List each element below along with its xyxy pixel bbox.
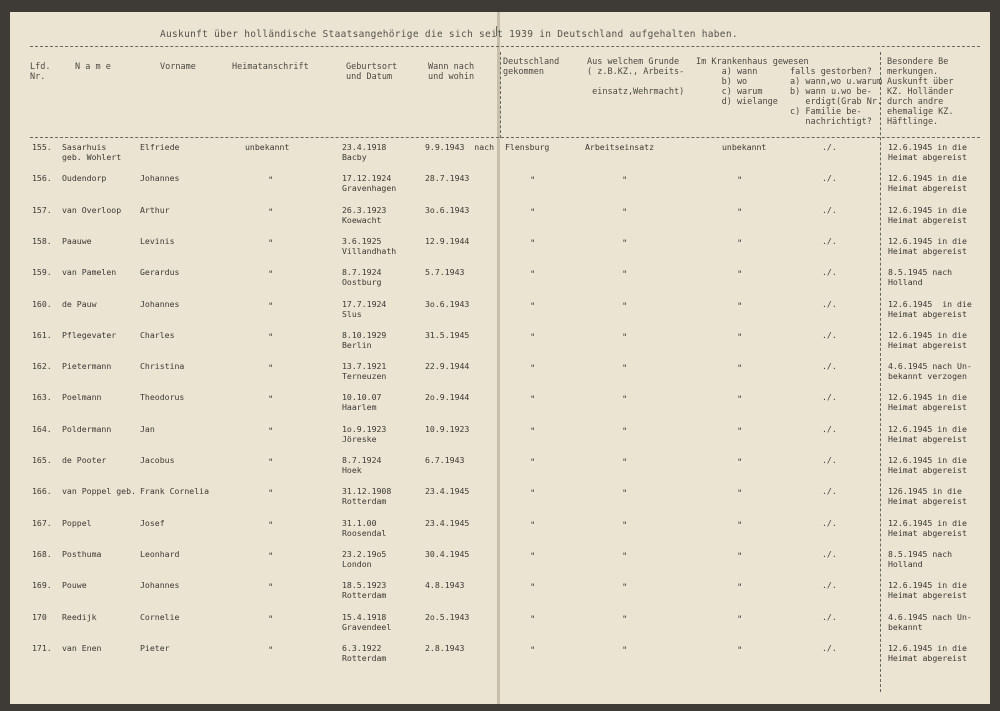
- cell-gestorben: ./.: [822, 424, 837, 434]
- cell-geburtsort: 26.3.1923 Koewacht: [342, 205, 387, 225]
- cell-heimatanschrift: ": [268, 176, 274, 186]
- cell-name: Paauwe: [62, 236, 92, 246]
- cell-grund: ": [622, 270, 628, 280]
- cell-grund: ": [622, 208, 628, 218]
- cell-nr: 164.: [32, 424, 52, 434]
- cell-vorname: Josef: [140, 518, 165, 528]
- cell-heimatanschrift: ": [268, 239, 274, 249]
- header-geburtsort: Geburtsort und Datum: [346, 62, 398, 82]
- cell-name: van Pamelen: [62, 267, 117, 277]
- header-deutschland: Deutschland gekommen: [503, 57, 560, 77]
- cell-gestorben: ./.: [822, 361, 837, 371]
- cell-wann: 12.9.1944: [425, 236, 470, 246]
- cell-krankenhaus: ": [737, 208, 743, 218]
- cell-name: van Overloop: [62, 205, 122, 215]
- cell-gestorben: ./.: [822, 267, 837, 277]
- cell-nr: 168.: [32, 549, 52, 559]
- cell-nr: 159.: [32, 267, 52, 277]
- cell-wann: 2o.5.1943: [425, 612, 470, 622]
- cell-bemerkungen: 12.6.1945 in die Heimat abgereist: [888, 173, 967, 193]
- cell-geburtsort: 8.7.1924 Oostburg: [342, 267, 382, 287]
- cell-nr: 160.: [32, 299, 52, 309]
- cell-wann: 28.7.1943: [425, 173, 470, 183]
- cell-grund: ": [622, 521, 628, 531]
- cell-vorname: Pieter: [140, 643, 170, 653]
- cell-wann: 23.4.1945: [425, 486, 470, 496]
- cell-deutschland: ": [530, 176, 536, 186]
- cell-deutschland: ": [530, 395, 536, 405]
- cell-bemerkungen: 12.6.1945 in die Heimat abgereist: [888, 580, 967, 600]
- cell-grund: ": [622, 176, 628, 186]
- cell-name: Pietermann: [62, 361, 112, 371]
- cell-deutschland: ": [530, 615, 536, 625]
- header-wann: Wann nach und wohin: [428, 62, 475, 82]
- cell-gestorben: ./.: [822, 142, 837, 152]
- cell-geburtsort: 8.10.1929 Berlin: [342, 330, 387, 350]
- cell-heimatanschrift: ": [268, 302, 274, 312]
- cell-krankenhaus: ": [737, 615, 743, 625]
- cell-geburtsort: 23.4.1918 Bacby: [342, 142, 387, 162]
- cell-heimatanschrift: ": [268, 270, 274, 280]
- cell-heimatanschrift: ": [268, 427, 274, 437]
- column-divider-bemerkungen: [880, 52, 881, 692]
- cell-gestorben: ./.: [822, 580, 837, 590]
- cell-name: Poppel: [62, 518, 92, 528]
- cell-deutschland: ": [530, 333, 536, 343]
- cell-name: Reedijk: [62, 612, 97, 622]
- cell-wann: 5.7.1943: [425, 267, 465, 277]
- cell-heimatanschrift: ": [268, 364, 274, 374]
- cell-name: Pouwe: [62, 580, 87, 590]
- cell-nr: 161.: [32, 330, 52, 340]
- cell-grund: ": [622, 395, 628, 405]
- cell-grund: ": [622, 427, 628, 437]
- cell-gestorben: ./.: [822, 455, 837, 465]
- cell-deutschland: ": [530, 427, 536, 437]
- cell-bemerkungen: 4.6.1945 nach Un- bekannt verzogen: [888, 361, 972, 381]
- cell-gestorben: ./.: [822, 330, 837, 340]
- cell-krankenhaus: ": [737, 302, 743, 312]
- cell-geburtsort: 10.10.07 Haarlem: [342, 392, 382, 412]
- cell-krankenhaus: ": [737, 270, 743, 280]
- cell-heimatanschrift: ": [268, 646, 274, 656]
- cell-nr: 158.: [32, 236, 52, 246]
- cell-krankenhaus: ": [737, 427, 743, 437]
- cell-nr: 156.: [32, 173, 52, 183]
- header-underline: [30, 137, 980, 138]
- cell-wann: 30.4.1945: [425, 549, 470, 559]
- cell-wann: 22.9.1944: [425, 361, 470, 371]
- cell-name: de Pooter: [62, 455, 107, 465]
- cell-vorname: Cornelie: [140, 612, 180, 622]
- cell-bemerkungen: 4.6.1945 nach Un- bekannt: [888, 612, 972, 632]
- cell-name: de Pauw: [62, 299, 97, 309]
- cell-nr: 155.: [32, 142, 52, 152]
- cell-nr: 166.: [32, 486, 52, 496]
- cell-grund: ": [622, 583, 628, 593]
- cell-bemerkungen: 12.6.1945 in die Heimat abgereist: [888, 424, 967, 444]
- cell-heimatanschrift: ": [268, 458, 274, 468]
- cell-bemerkungen: 8.5.1945 nach Holland: [888, 267, 953, 287]
- cell-wann: 2.8.1943: [425, 643, 465, 653]
- cell-heimatanschrift: ": [268, 489, 274, 499]
- cell-grund: ": [622, 364, 628, 374]
- cell-vorname: Christina: [140, 361, 185, 371]
- cell-wann: 4.8.1943: [425, 580, 465, 590]
- cell-geburtsort: 31.1.00 Roosendal: [342, 518, 387, 538]
- cell-deutschland: ": [530, 646, 536, 656]
- cell-grund: ": [622, 458, 628, 468]
- cell-krankenhaus: ": [737, 458, 743, 468]
- cell-nr: 163.: [32, 392, 52, 402]
- cell-bemerkungen: 12.6.1945 in die Heimat abgereist: [888, 518, 967, 538]
- cell-grund: Arbeitseinsatz: [585, 142, 655, 152]
- cell-gestorben: ./.: [822, 392, 837, 402]
- header-krankenhaus: Im Krankenhaus gewesen a) wann b) wo c) warum d) wielange: [696, 57, 809, 107]
- cell-deutschland: ": [530, 521, 536, 531]
- cell-vorname: Arthur: [140, 205, 170, 215]
- cell-gestorben: ./.: [822, 299, 837, 309]
- cell-krankenhaus: ": [737, 521, 743, 531]
- cell-nr: 162.: [32, 361, 52, 371]
- cell-krankenhaus: ": [737, 364, 743, 374]
- cell-gestorben: ./.: [822, 205, 837, 215]
- cell-vorname: Frank Cornelia: [140, 486, 210, 496]
- cell-deutschland: ": [530, 364, 536, 374]
- cell-heimatanschrift: ": [268, 552, 274, 562]
- cell-vorname: Jan: [140, 424, 155, 434]
- cell-krankenhaus: unbekannt: [722, 142, 767, 152]
- cell-krankenhaus: ": [737, 395, 743, 405]
- cell-nr: 167.: [32, 518, 52, 528]
- title-underline: [30, 46, 980, 47]
- cell-deutschland: ": [530, 489, 536, 499]
- cell-heimatanschrift: unbekannt: [245, 142, 290, 152]
- cell-name: Poelmann: [62, 392, 102, 402]
- cell-name: Pflegevater: [62, 330, 117, 340]
- cell-grund: ": [622, 615, 628, 625]
- cell-wann: 6.7.1943: [425, 455, 465, 465]
- cell-grund: ": [622, 239, 628, 249]
- cell-geburtsort: 23.2.19o5 London: [342, 549, 387, 569]
- cell-krankenhaus: ": [737, 552, 743, 562]
- cell-grund: ": [622, 489, 628, 499]
- cell-name: Posthuma: [62, 549, 102, 559]
- cell-gestorben: ./.: [822, 518, 837, 528]
- cell-gestorben: ./.: [822, 486, 837, 496]
- cell-geburtsort: 1o.9.1923 Jöreske: [342, 424, 387, 444]
- cell-grund: ": [622, 333, 628, 343]
- cell-wann: 31.5.1945: [425, 330, 470, 340]
- cell-vorname: Leonhard: [140, 549, 180, 559]
- cell-name: Oudendorp: [62, 173, 107, 183]
- cell-gestorben: ./.: [822, 643, 837, 653]
- cell-geburtsort: 18.5.1923 Rotterdam: [342, 580, 387, 600]
- cell-vorname: Jacobus: [140, 455, 175, 465]
- cell-vorname: Johannes: [140, 299, 180, 309]
- cell-deutschland: ": [530, 208, 536, 218]
- cell-nr: 170: [32, 612, 47, 622]
- header-grund: Aus welchem Grunde ( z.B.KZ., Arbeits- einsatz,Wehrmacht): [587, 57, 685, 97]
- cell-gestorben: ./.: [822, 173, 837, 183]
- cell-geburtsort: 17.12.1924 Gravenhagen: [342, 173, 397, 193]
- cell-gestorben: ./.: [822, 612, 837, 622]
- cell-vorname: Gerardus: [140, 267, 180, 277]
- cell-vorname: Elfriede: [140, 142, 180, 152]
- cell-wann: 2o.9.1944: [425, 392, 470, 402]
- cell-heimatanschrift: ": [268, 395, 274, 405]
- header-bemerkungen: Besondere Be merkungen. Auskunft über KZ. Holländer durch andre ehemalige KZ. Häftlinge.: [887, 57, 954, 127]
- cell-geburtsort: 6.3.1922 Rotterdam: [342, 643, 387, 663]
- cell-deutschland: ": [530, 583, 536, 593]
- cell-krankenhaus: ": [737, 489, 743, 499]
- document-title: Auskunft über holländische Staatsangehörige die sich seit 1939 in Deutschland aufgehalten haben.: [160, 29, 738, 40]
- cell-deutschland: ": [530, 270, 536, 280]
- cell-wann: 10.9.1923: [425, 424, 470, 434]
- cell-bemerkungen: 8.5.1945 nach Holland: [888, 549, 953, 569]
- cell-bemerkungen: 12.6.1945 in die Heimat abgereist: [888, 236, 967, 256]
- cell-geburtsort: 3.6.1925 Villandhath: [342, 236, 397, 256]
- cell-geburtsort: 31.12.1908 Rotterdam: [342, 486, 392, 506]
- cell-wann: 23.4.1945: [425, 518, 470, 528]
- cell-geburtsort: 8.7.1924 Hoek: [342, 455, 382, 475]
- cell-grund: ": [622, 302, 628, 312]
- cell-gestorben: ./.: [822, 236, 837, 246]
- cell-nr: 169.: [32, 580, 52, 590]
- cell-wann: 3o.6.1943: [425, 299, 470, 309]
- cell-bemerkungen: 12.6.1945 in die Heimat abgereist: [888, 643, 967, 663]
- cell-nr: 171.: [32, 643, 52, 653]
- cell-vorname: Charles: [140, 330, 175, 340]
- cell-vorname: Johannes: [140, 580, 180, 590]
- cell-deutschland: ": [530, 302, 536, 312]
- header-gestorben: falls gestorben? a) wann,wo u.warum b) wann u.wo be- erdigt(Grab Nr. c) Familie be- nachrichtigt?: [790, 67, 883, 127]
- cell-heimatanschrift: ": [268, 333, 274, 343]
- cell-nr: 165.: [32, 455, 52, 465]
- cell-geburtsort: 17.7.1924 Slus: [342, 299, 387, 319]
- cell-vorname: Johannes: [140, 173, 180, 183]
- cell-vorname: Levinis: [140, 236, 175, 246]
- header-heimatanschrift: Heimatanschrift: [232, 62, 309, 72]
- cell-name: Poldermann: [62, 424, 112, 434]
- cell-krankenhaus: ": [737, 583, 743, 593]
- cell-heimatanschrift: ": [268, 615, 274, 625]
- cell-geburtsort: 15.4.1918 Gravendeel: [342, 612, 392, 632]
- cell-deutschland: ": [530, 552, 536, 562]
- column-divider-deutschland: [500, 52, 501, 138]
- cell-krankenhaus: ": [737, 239, 743, 249]
- cell-nr: 157.: [32, 205, 52, 215]
- cell-wann: 3o.6.1943: [425, 205, 470, 215]
- cell-name: van Enen: [62, 643, 102, 653]
- cell-deutschland: ": [530, 458, 536, 468]
- header-nr: Lfd. Nr.: [30, 62, 51, 82]
- tab-mark: [496, 26, 505, 36]
- cell-heimatanschrift: ": [268, 208, 274, 218]
- cell-geburtsort: 13.7.1921 Terneuzen: [342, 361, 387, 381]
- cell-bemerkungen: 12.6.1945 in die Heimat abgereist: [888, 392, 967, 412]
- cell-deutschland: Flensburg: [505, 142, 550, 152]
- cell-krankenhaus: ": [737, 646, 743, 656]
- cell-heimatanschrift: ": [268, 521, 274, 531]
- cell-bemerkungen: 12.6.1945 in die Heimat abgereist: [888, 330, 967, 350]
- cell-wann: 9.9.1943 nach: [425, 142, 495, 152]
- cell-grund: ": [622, 646, 628, 656]
- cell-krankenhaus: ": [737, 333, 743, 343]
- cell-deutschland: ": [530, 239, 536, 249]
- cell-bemerkungen: 12.6.1945 in die Heimat abgereist: [888, 142, 967, 162]
- cell-name: Sasarhuis geb. Wohlert: [62, 142, 122, 162]
- header-name: N a m e: [75, 62, 111, 72]
- cell-vorname: Theodorus: [140, 392, 185, 402]
- cell-bemerkungen: 12.6.1945 in die Heimat abgereist: [888, 205, 967, 225]
- cell-bemerkungen: 12.6.1945 in die Heimat abgereist: [888, 455, 967, 475]
- cell-heimatanschrift: ": [268, 583, 274, 593]
- cell-bemerkungen: 12.6.1945 in die Heimat abgereist: [888, 299, 972, 319]
- cell-name: van Poppel geb.: [62, 486, 136, 496]
- cell-gestorben: ./.: [822, 549, 837, 559]
- header-vorname: Vorname: [160, 62, 196, 72]
- cell-bemerkungen: 126.1945 in die Heimat abgereist: [888, 486, 967, 506]
- cell-grund: ": [622, 552, 628, 562]
- cell-krankenhaus: ": [737, 176, 743, 186]
